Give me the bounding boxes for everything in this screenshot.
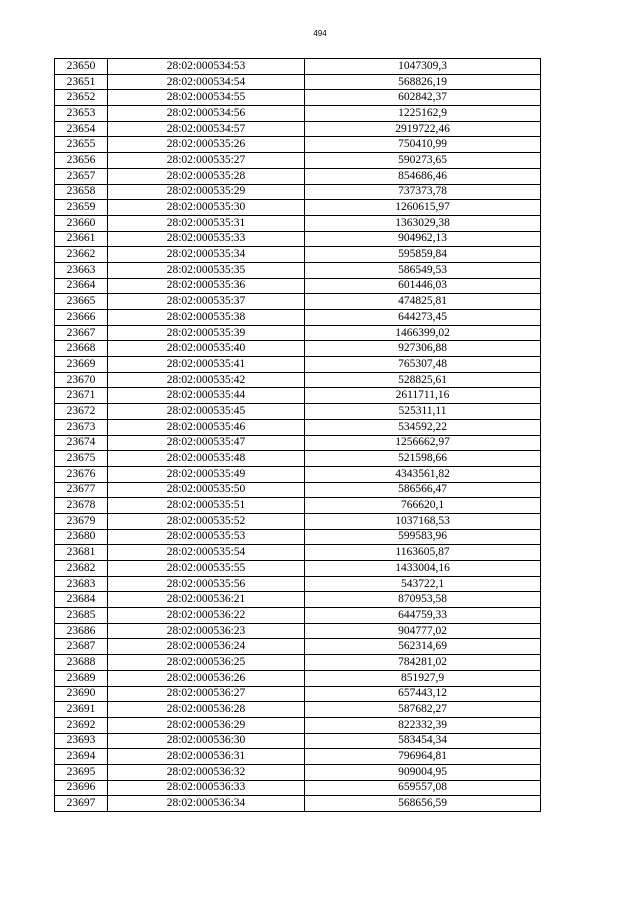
cadastral-value-cell: 602842,37 <box>305 90 541 106</box>
table-row <box>55 404 541 420</box>
cadastral-value-cell: 521598,66 <box>305 451 541 467</box>
table-row <box>55 341 541 357</box>
table-row <box>55 435 541 451</box>
row-number-cell: 23675 <box>55 451 108 467</box>
cadastral-value-cell: 528825,61 <box>305 372 541 388</box>
row-number-cell: 23690 <box>55 686 108 702</box>
row-number-cell: 23679 <box>55 513 108 529</box>
cadastral-value-cell: 750410,99 <box>305 137 541 153</box>
row-number-cell: 23667 <box>55 325 108 341</box>
cadastral-value-table <box>54 58 541 812</box>
row-number-cell: 23662 <box>55 247 108 263</box>
cadastral-number-cell: 28:02:000534:54 <box>108 74 305 90</box>
cadastral-number-cell: 28:02:000535:31 <box>108 215 305 231</box>
cadastral-value-cell: 659557,08 <box>305 780 541 796</box>
cadastral-value-cell: 765307,48 <box>305 357 541 373</box>
row-number-cell: 23678 <box>55 498 108 514</box>
table-row <box>55 247 541 263</box>
cadastral-value-cell: 1466399,02 <box>305 325 541 341</box>
cadastral-number-cell: 28:02:000536:26 <box>108 670 305 686</box>
row-number-cell: 23650 <box>55 59 108 75</box>
cadastral-value-cell: 1047309,3 <box>305 59 541 75</box>
cadastral-number-cell: 28:02:000535:36 <box>108 278 305 294</box>
cadastral-value-cell: 587682,27 <box>305 702 541 718</box>
row-number-cell: 23669 <box>55 357 108 373</box>
row-number-cell: 23676 <box>55 466 108 482</box>
row-number-cell: 23692 <box>55 717 108 733</box>
cadastral-number-cell: 28:02:000534:55 <box>108 90 305 106</box>
cadastral-value-cell: 2611711,16 <box>305 388 541 404</box>
cadastral-value-cell: 1363029,38 <box>305 215 541 231</box>
cadastral-number-cell: 28:02:000536:31 <box>108 749 305 765</box>
cadastral-number-cell: 28:02:000535:27 <box>108 153 305 169</box>
row-number-cell: 23663 <box>55 262 108 278</box>
table-row <box>55 372 541 388</box>
table-row <box>55 419 541 435</box>
cadastral-number-cell: 28:02:000536:27 <box>108 686 305 702</box>
table-row <box>55 529 541 545</box>
cadastral-value-cell: 543722,1 <box>305 576 541 592</box>
table-row <box>55 200 541 216</box>
table-row <box>55 215 541 231</box>
cadastral-value-cell: 586566,47 <box>305 482 541 498</box>
table-row <box>55 262 541 278</box>
row-number-cell: 23652 <box>55 90 108 106</box>
row-number-cell: 23696 <box>55 780 108 796</box>
row-number-cell: 23695 <box>55 764 108 780</box>
cadastral-number-cell: 28:02:000535:56 <box>108 576 305 592</box>
cadastral-number-cell: 28:02:000535:45 <box>108 404 305 420</box>
cadastral-number-cell: 28:02:000535:35 <box>108 262 305 278</box>
cadastral-value-cell: 568656,59 <box>305 796 541 812</box>
row-number-cell: 23681 <box>55 545 108 561</box>
cadastral-number-cell: 28:02:000535:38 <box>108 310 305 326</box>
cadastral-number-cell: 28:02:000535:47 <box>108 435 305 451</box>
table-row <box>55 294 541 310</box>
cadastral-number-cell: 28:02:000535:55 <box>108 561 305 577</box>
cadastral-value-cell: 1163605,87 <box>305 545 541 561</box>
cadastral-value-cell: 822332,39 <box>305 717 541 733</box>
cadastral-value-cell: 766620,1 <box>305 498 541 514</box>
cadastral-value-cell: 904962,13 <box>305 231 541 247</box>
cadastral-number-cell: 28:02:000535:52 <box>108 513 305 529</box>
cadastral-value-cell: 796964,81 <box>305 749 541 765</box>
table-row <box>55 106 541 122</box>
cadastral-number-cell: 28:02:000535:39 <box>108 325 305 341</box>
cadastral-number-cell: 28:02:000534:57 <box>108 121 305 137</box>
cadastral-value-cell: 784281,02 <box>305 655 541 671</box>
cadastral-number-cell: 28:02:000536:30 <box>108 733 305 749</box>
row-number-cell: 23656 <box>55 153 108 169</box>
table-row <box>55 357 541 373</box>
cadastral-value-cell: 644759,33 <box>305 608 541 624</box>
cadastral-number-cell: 28:02:000535:40 <box>108 341 305 357</box>
row-number-cell: 23653 <box>55 106 108 122</box>
table-row <box>55 451 541 467</box>
cadastral-value-cell: 854686,46 <box>305 168 541 184</box>
row-number-cell: 23651 <box>55 74 108 90</box>
table-row <box>55 466 541 482</box>
cadastral-number-cell: 28:02:000534:56 <box>108 106 305 122</box>
cadastral-value-cell: 1037168,53 <box>305 513 541 529</box>
row-number-cell: 23674 <box>55 435 108 451</box>
cadastral-value-cell: 1225162,9 <box>305 106 541 122</box>
cadastral-number-cell: 28:02:000535:44 <box>108 388 305 404</box>
row-number-cell: 23659 <box>55 200 108 216</box>
cadastral-value-cell: 737373,78 <box>305 184 541 200</box>
row-number-cell: 23666 <box>55 310 108 326</box>
cadastral-value-cell: 1260615,97 <box>305 200 541 216</box>
cadastral-value-cell: 927306,88 <box>305 341 541 357</box>
cadastral-number-cell: 28:02:000535:41 <box>108 357 305 373</box>
table-row <box>55 278 541 294</box>
table-row <box>55 686 541 702</box>
cadastral-number-cell: 28:02:000535:29 <box>108 184 305 200</box>
table-row <box>55 717 541 733</box>
row-number-cell: 23672 <box>55 404 108 420</box>
row-number-cell: 23670 <box>55 372 108 388</box>
table-row <box>55 184 541 200</box>
cadastral-value-cell: 586549,53 <box>305 262 541 278</box>
table-row <box>55 749 541 765</box>
cadastral-value-cell: 534592,22 <box>305 419 541 435</box>
table-row <box>55 482 541 498</box>
table-row <box>55 764 541 780</box>
cadastral-value-cell: 657443,12 <box>305 686 541 702</box>
row-number-cell: 23680 <box>55 529 108 545</box>
cadastral-number-cell: 28:02:000536:34 <box>108 796 305 812</box>
cadastral-value-cell: 568826,19 <box>305 74 541 90</box>
table-row <box>55 513 541 529</box>
cadastral-value-cell: 562314,69 <box>305 639 541 655</box>
cadastral-number-cell: 28:02:000536:28 <box>108 702 305 718</box>
row-number-cell: 23660 <box>55 215 108 231</box>
cadastral-value-cell: 599583,96 <box>305 529 541 545</box>
row-number-cell: 23664 <box>55 278 108 294</box>
cadastral-value-cell: 525311,11 <box>305 404 541 420</box>
page-number: 494 <box>313 29 327 38</box>
cadastral-number-cell: 28:02:000535:42 <box>108 372 305 388</box>
cadastral-value-cell: 904777,02 <box>305 623 541 639</box>
table-row <box>55 74 541 90</box>
row-number-cell: 23686 <box>55 623 108 639</box>
row-number-cell: 23694 <box>55 749 108 765</box>
cadastral-value-cell: 851927,9 <box>305 670 541 686</box>
cadastral-value-cell: 909004,95 <box>305 764 541 780</box>
table-row <box>55 545 541 561</box>
cadastral-value-cell: 1433004,16 <box>305 561 541 577</box>
table-row <box>55 702 541 718</box>
row-number-cell: 23688 <box>55 655 108 671</box>
table-row <box>55 592 541 608</box>
table-row <box>55 168 541 184</box>
row-number-cell: 23687 <box>55 639 108 655</box>
cadastral-number-cell: 28:02:000534:53 <box>108 59 305 75</box>
row-number-cell: 23697 <box>55 796 108 812</box>
cadastral-number-cell: 28:02:000535:53 <box>108 529 305 545</box>
cadastral-number-cell: 28:02:000536:23 <box>108 623 305 639</box>
cadastral-number-cell: 28:02:000535:26 <box>108 137 305 153</box>
row-number-cell: 23677 <box>55 482 108 498</box>
row-number-cell: 23693 <box>55 733 108 749</box>
row-number-cell: 23654 <box>55 121 108 137</box>
cadastral-value-cell: 870953,58 <box>305 592 541 608</box>
row-number-cell: 23671 <box>55 388 108 404</box>
table-row <box>55 639 541 655</box>
row-number-cell: 23668 <box>55 341 108 357</box>
cadastral-number-cell: 28:02:000536:29 <box>108 717 305 733</box>
table-row <box>55 388 541 404</box>
cadastral-value-cell: 590273,65 <box>305 153 541 169</box>
table-row <box>55 608 541 624</box>
row-number-cell: 23655 <box>55 137 108 153</box>
cadastral-number-cell: 28:02:000536:22 <box>108 608 305 624</box>
row-number-cell: 23684 <box>55 592 108 608</box>
table-row <box>55 90 541 106</box>
table-row <box>55 59 541 75</box>
cadastral-number-cell: 28:02:000536:32 <box>108 764 305 780</box>
table-row <box>55 231 541 247</box>
table-body <box>55 59 541 812</box>
cadastral-value-cell: 644273,45 <box>305 310 541 326</box>
table-row <box>55 310 541 326</box>
table-row <box>55 153 541 169</box>
cadastral-number-cell: 28:02:000535:48 <box>108 451 305 467</box>
cadastral-value-cell: 601446,03 <box>305 278 541 294</box>
cadastral-number-cell: 28:02:000535:51 <box>108 498 305 514</box>
cadastral-number-cell: 28:02:000535:54 <box>108 545 305 561</box>
table-row <box>55 576 541 592</box>
table-row <box>55 623 541 639</box>
row-number-cell: 23691 <box>55 702 108 718</box>
row-number-cell: 23657 <box>55 168 108 184</box>
cadastral-number-cell: 28:02:000535:34 <box>108 247 305 263</box>
cadastral-number-cell: 28:02:000535:50 <box>108 482 305 498</box>
cadastral-number-cell: 28:02:000536:33 <box>108 780 305 796</box>
cadastral-number-cell: 28:02:000536:24 <box>108 639 305 655</box>
table-row <box>55 498 541 514</box>
row-number-cell: 23673 <box>55 419 108 435</box>
table-row <box>55 137 541 153</box>
row-number-cell: 23683 <box>55 576 108 592</box>
cadastral-value-cell: 595859,84 <box>305 247 541 263</box>
table-row <box>55 733 541 749</box>
table-row <box>55 325 541 341</box>
row-number-cell: 23658 <box>55 184 108 200</box>
row-number-cell: 23661 <box>55 231 108 247</box>
table-row <box>55 670 541 686</box>
table-row <box>55 780 541 796</box>
row-number-cell: 23665 <box>55 294 108 310</box>
cadastral-number-cell: 28:02:000535:49 <box>108 466 305 482</box>
table-row <box>55 655 541 671</box>
cadastral-number-cell: 28:02:000535:30 <box>108 200 305 216</box>
row-number-cell: 23689 <box>55 670 108 686</box>
cadastral-number-cell: 28:02:000535:46 <box>108 419 305 435</box>
cadastral-value-cell: 2919722,46 <box>305 121 541 137</box>
cadastral-value-cell: 1256662,97 <box>305 435 541 451</box>
cadastral-number-cell: 28:02:000535:28 <box>108 168 305 184</box>
row-number-cell: 23685 <box>55 608 108 624</box>
row-number-cell: 23682 <box>55 561 108 577</box>
cadastral-number-cell: 28:02:000535:37 <box>108 294 305 310</box>
cadastral-number-cell: 28:02:000535:33 <box>108 231 305 247</box>
table-row <box>55 121 541 137</box>
cadastral-number-cell: 28:02:000536:25 <box>108 655 305 671</box>
cadastral-number-cell: 28:02:000536:21 <box>108 592 305 608</box>
cadastral-value-cell: 583454,34 <box>305 733 541 749</box>
table-row <box>55 561 541 577</box>
cadastral-value-cell: 474825,81 <box>305 294 541 310</box>
table-row <box>55 796 541 812</box>
cadastral-value-cell: 4343561,82 <box>305 466 541 482</box>
